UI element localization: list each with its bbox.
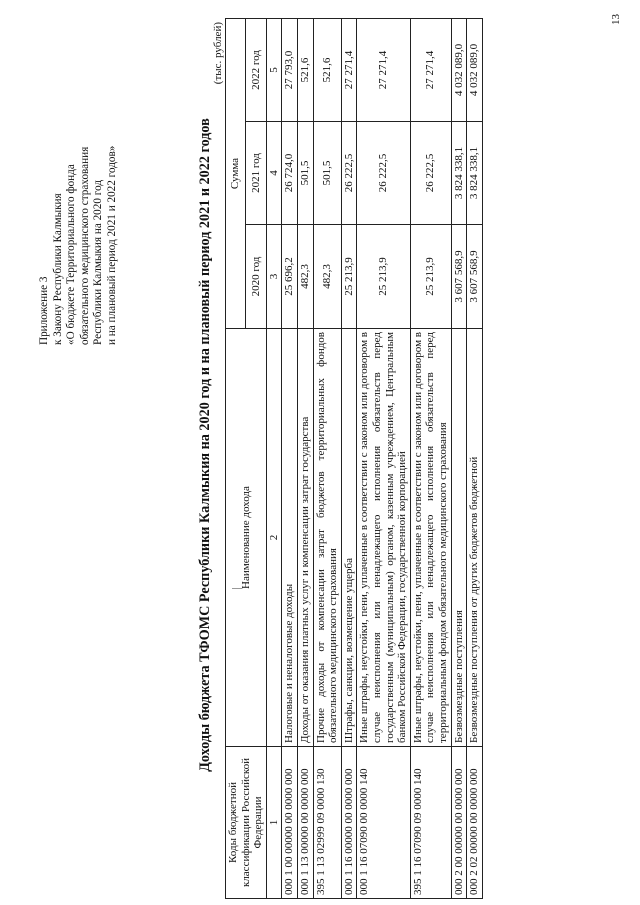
row-code: 000 1 00 00000 00 0000 000: [282, 747, 298, 899]
table-row: [410, 19, 451, 899]
row-name: Иные штрафы, неустойки, пени, уплаченные в соответствии с законом или договором в случае неисполнения или ненадлежащего исполнения обязательств перед территориальным фондом обязательного медицинского страхования: [410, 329, 451, 747]
col-number: 1: [266, 747, 282, 899]
row-code: 395 1 16 07090 09 0000 140: [410, 747, 451, 899]
table-header-row: [226, 19, 246, 899]
appendix-line: обязательного медицинского страхования: [78, 146, 91, 345]
row-value-2020: 25 213,9: [341, 225, 357, 329]
row-value-2021: 26 222,5: [410, 122, 451, 225]
table-row: [467, 19, 483, 899]
row-code: 395 1 13 02999 09 0000 130: [313, 747, 341, 899]
row-value-2020: 25 696,2: [282, 225, 298, 329]
row-value-2020: 482,3: [313, 225, 341, 329]
row-name: Безвозмездные поступления: [451, 329, 467, 747]
row-value-2022: 4 032 089,0: [451, 19, 467, 122]
header-2022: 2022 год: [246, 19, 266, 122]
appendix-line: к Закону Республики Калмыкия: [51, 193, 64, 345]
row-code: 000 2 02 00000 00 0000 000: [467, 747, 483, 899]
row-value-2022: 521,6: [313, 19, 341, 122]
row-value-2021: 501,5: [313, 122, 341, 225]
table-row: [297, 19, 313, 899]
row-value-2021: 3 824 338,1: [451, 122, 467, 225]
row-code: 000 1 16 07090 00 0000 140: [357, 747, 410, 899]
appendix-line: Республики Калмыкия на 2020 год: [92, 179, 104, 345]
row-value-2020: 3 607 568,9: [467, 225, 483, 329]
row-name: Прочие доходы от компенсации затрат бюджетов территориальных фондов обязательного медицинского страхования: [313, 329, 341, 747]
table-row: [451, 19, 467, 899]
row-value-2022: 4 032 089,0: [467, 19, 483, 122]
row-value-2021: 3 824 338,1: [467, 122, 483, 225]
row-value-2022: 27 271,4: [357, 19, 410, 122]
appendix-line: «О бюджете Территориального фонда: [65, 164, 77, 345]
row-code: 000 1 13 00000 00 0000 000: [297, 747, 313, 899]
row-name: Налоговые и неналоговые доходы: [282, 329, 298, 747]
header-sum: Сумма: [226, 19, 246, 329]
header-code: Коды бюджетной классификации Российской Федерации: [226, 747, 267, 899]
header-name: Наименование дохода: [226, 329, 267, 747]
row-name: Безвозмездные поступления от других бюджетов бюджетной: [467, 329, 483, 747]
appendix-block: [38, 25, 119, 345]
row-name: Штрафы, санкции, возмещение ущерба: [341, 329, 357, 747]
appendix-line: Приложение 3: [38, 276, 50, 345]
row-value-2021: 501,5: [297, 122, 313, 225]
row-value-2021: 26 724,0: [282, 122, 298, 225]
revenue-table: [225, 18, 483, 899]
col-number: 4: [266, 122, 282, 225]
page-number: 13: [610, 14, 622, 25]
row-value-2020: 25 213,9: [357, 225, 410, 329]
appendix-line: и на плановый период 2021 и 2022 годов»: [105, 145, 118, 345]
row-code: 000 1 16 00000 00 0000 000: [341, 747, 357, 899]
document-title: Доходы бюджета ТФОМС Республики Калмыкия на 2020 год и на плановый период 2021 и 2022 годов: [197, 118, 213, 772]
table-row: [341, 19, 357, 899]
row-value-2022: 27 271,4: [410, 19, 451, 122]
row-name: Иные штрафы, неустойки, пени, уплаченные в соответствии с законом или договором в случае неисполнения или ненадлежащего исполнения обязательств перед государственным (муниципальным) органом, казенным учреждением, Центральным банком Российской Федерации, государственной корпорацией: [357, 329, 410, 747]
row-value-2020: 482,3: [297, 225, 313, 329]
table-row: [357, 19, 410, 899]
col-number: 2: [266, 329, 282, 747]
header-2021: 2021 год: [246, 122, 266, 225]
col-number: 3: [266, 225, 282, 329]
table-row: [313, 19, 341, 899]
row-code: 000 2 00 00000 00 0000 000: [451, 747, 467, 899]
row-value-2021: 26 222,5: [357, 122, 410, 225]
header-2020: 2020 год: [246, 225, 266, 329]
units-label: (тыс. рублей): [212, 22, 224, 85]
table-row: [282, 19, 298, 899]
row-value-2021: 26 222,5: [341, 122, 357, 225]
row-value-2022: 521,6: [297, 19, 313, 122]
table-numbering-row: [266, 19, 282, 899]
col-number: 5: [266, 19, 282, 122]
row-value-2022: 27 793,0: [282, 19, 298, 122]
row-name: Доходы от оказания платных услуг и компенсации затрат государства: [297, 329, 313, 747]
row-value-2020: 3 607 568,9: [451, 225, 467, 329]
row-value-2020: 25 213,9: [410, 225, 451, 329]
row-value-2022: 27 271,4: [341, 19, 357, 122]
